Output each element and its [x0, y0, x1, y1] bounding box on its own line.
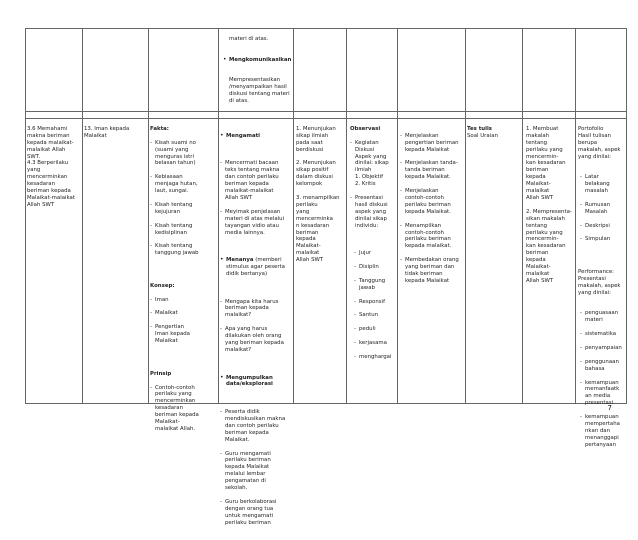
list-item: - Pengertian Iman kepada Malaikat	[150, 324, 218, 345]
tugas-cell	[526, 119, 575, 292]
list-item: - Tanggung jawab	[354, 278, 397, 292]
performance-text: Performance: Presentasi makalah, aspek yang dinilai:	[578, 269, 621, 296]
mengamati-list	[220, 154, 293, 244]
list-item: - Simpulan	[580, 236, 626, 243]
performance-list	[578, 304, 626, 456]
fakta-title: Fakta:	[150, 125, 169, 132]
list-item: - Menjelaskan pengertian beriman kepada Malaikat	[400, 133, 465, 154]
list-item: - Deskripsi	[580, 223, 626, 230]
continuation-block	[223, 29, 293, 112]
prinsip-title: Prinsip	[150, 370, 172, 377]
list-item: - Menjelaskan contoh-contoh perilaku beriman kepada Malaikat.	[400, 188, 465, 216]
list-item: - kemampuan memanfaatk an media presentasi	[580, 380, 626, 408]
portofolio-cell	[578, 119, 626, 462]
list-item: - Guru mengamati perilaku beriman kepada Malaikat melalui lembar pengamatan di sekolah.	[220, 451, 293, 492]
list-item: - Kegiatan Diskusi Aspek yang dinilai: sikap ilmiah 1. Objektif 2. Kritis	[350, 140, 397, 188]
list-item: - sistematika	[580, 331, 626, 338]
list-item: - Membedakan orang yang beriman dan tidak beriman kepada Malaikat	[400, 257, 465, 285]
list-item: - Kisah tentang kedisiplinan	[150, 223, 218, 237]
prinsip-list	[150, 378, 218, 440]
list-item: - Mengapa kita harus beriman kepada malaikat?	[220, 299, 293, 320]
page-number: 7	[607, 404, 612, 412]
mengamati-heading: Mengamati	[226, 132, 261, 139]
observasi-sublist	[350, 243, 397, 367]
list-item: - Mencermati bacaan teks tentang makna dan contoh perilaku beriman kepada malaikat-malaikat Allah SWT	[220, 160, 293, 201]
indikator-2: 2. Menunjukan sikap positif dalam diskusi kelompok	[296, 160, 336, 188]
mengkomunikasikan-heading: Mengkomunikasikan	[229, 56, 292, 63]
tes-tulis-title: Tes tulis	[467, 125, 493, 132]
list-item: - Kebiasaan menjaga hutan, laut, sungai.	[150, 174, 218, 195]
tugas-1: 1. Membuat makalah tentang perilaku yang mencermin- kan kesadaran beriman kepada Malaikat- malaikat Allah SWT	[526, 125, 566, 201]
mengkomunikasikan-text: Mempresentasikan /menyampaikan hasil diskusi tentang materi di atas.	[229, 77, 290, 105]
observasi-cell	[350, 119, 397, 375]
list-item: - Kisah tentang tanggung jawab	[150, 243, 218, 257]
kegiatan-cell	[220, 119, 293, 540]
list-item: - menghargai	[354, 354, 397, 361]
list-item: - Jujur	[354, 250, 397, 257]
portofolio-list	[578, 167, 626, 250]
konsep-title: Konsep:	[150, 282, 175, 289]
mengumpulkan-list	[220, 402, 293, 533]
indikator-3: 3. menampilkan perilaku yang mencerminka n kesadaran beriman kepada Malaikat- malaikat Allah SWT	[296, 194, 340, 264]
penjelasan-list	[400, 126, 465, 292]
tugas-2: 2. Mempresenta- sikan makalah tentang perilaku yang mencermin- kan kesadaran beriman kepada Malaikat- malaikat Allah SWT	[526, 208, 572, 284]
portofolio-text: Portofolio Hasil tulisan berupa makalah, aspek yang dinilai:	[578, 125, 621, 160]
menanya-list	[220, 292, 293, 361]
list-item: - Iman	[150, 297, 218, 304]
menanya-heading: Menanya	[226, 257, 254, 264]
konsep-list	[150, 290, 218, 352]
list-item: - Presentasi hasil diskusi aspek yang dinilai sikap individu:	[350, 195, 397, 230]
list-item: - Latar belakang masalah	[580, 174, 626, 195]
list-item: - Rumusan Masalah	[580, 202, 626, 216]
list-item: - Menjelaskan tanda- tanda beriman kepada Malaikat.	[400, 160, 465, 181]
fakta-list	[150, 133, 218, 264]
list-item: - Menampilkan contoh-contoh perilaku beriman kepada malaikat.	[400, 223, 465, 251]
list-item: - Guru berkolaborasi dengan orang tua untuk mengamati perilaku beriman	[220, 499, 293, 527]
list-item: - Kisah tentang kejujuran	[150, 202, 218, 216]
list-item: - Meyimak penjelasan materi di atas melalui tayangan vidio atau media lainnya.	[220, 209, 293, 237]
kompetensi-dasar-text: 3.6 Memahami makna beriman kepada malaikat- malaikat Allah SWT. 4.3 Berperilaku yang mencerminkan kesadaran beriman kepada Malaikat-malaikat Allah SWT	[27, 125, 75, 208]
indikator-1: 1. Menunjukan sikap ilmiah pada saat berdiskusi	[296, 125, 336, 153]
indikator-cell	[296, 119, 346, 271]
list-item: - Peserta didik mendiskusikan makna dan contoh perilaku beriman kepada Malaikat.	[220, 409, 293, 444]
materi-cell	[84, 119, 148, 147]
list-item: - kerjasama	[354, 340, 397, 347]
list-item: - Disiplin	[354, 264, 397, 271]
list-item: - Santun	[354, 312, 397, 319]
list-item: - Apa yang harus dilakukan oleh orang yang beriman kepada malaikat?	[220, 326, 293, 354]
kompetensi-dasar-cell	[27, 119, 83, 216]
list-item: - Kisah suami no (suami yang menguras istri belasan tahun)	[150, 140, 218, 168]
mengumpulkan-heading: Mengumpulkan data/eksplorasi	[226, 374, 273, 388]
list-item: - Malaikat	[150, 310, 218, 317]
list-item: - Responsif	[354, 299, 397, 306]
materi-pembelajaran-cell	[150, 119, 218, 447]
observasi-title: Observasi	[350, 125, 381, 132]
tes-tulis-cell	[467, 119, 522, 147]
observasi-list	[350, 133, 397, 237]
penjelasan-cell	[400, 119, 465, 299]
list-item: - kemampuan mempertaha nkan dan menanggapi pertanyaan	[580, 414, 626, 449]
list-item: - Contoh-contoh perilaku yang mencerminkan kesadaran beriman kepada Malaikat- malaikat Allah.	[150, 385, 218, 433]
menanya-suffix: (memberi stimulus agar peserta didik bertanya)	[226, 257, 285, 277]
materi-text: 13. Iman kepada Malaikat	[84, 125, 130, 139]
tes-tulis-text: Soal Uraian	[467, 132, 498, 139]
list-item: - penggunaan bahasa	[580, 359, 626, 373]
list-item: - peduli	[354, 326, 397, 333]
list-item: - penguasaan materi	[580, 310, 626, 324]
continuation-text: materi di atas.	[229, 35, 269, 42]
list-item: - penyampaian	[580, 345, 626, 352]
